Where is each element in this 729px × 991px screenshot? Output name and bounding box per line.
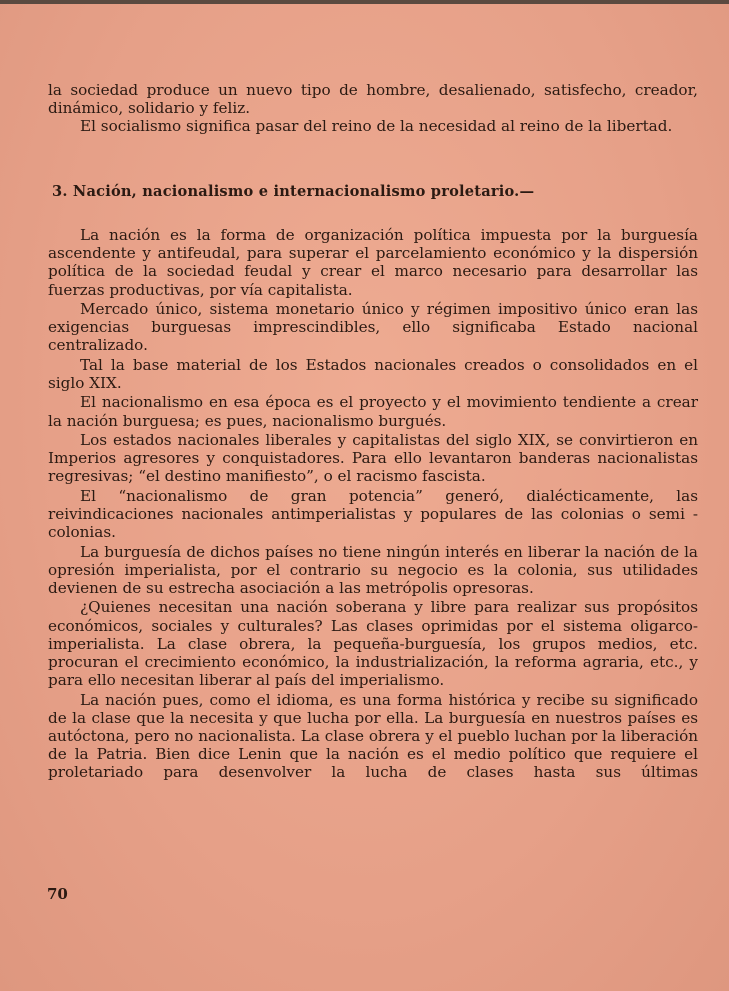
paragraph: Mercado único, sistema monetario único y régimen impositivo único eran las exigencias burguesas imprescindibles, ello significaba Estado nacional centralizado.	[48, 300, 698, 355]
paragraph: Tal la base material de los Estados nacionales creados o consolidados en el siglo XIX.	[48, 355, 698, 392]
intro-paragraph-2: El socialismo significa pasar del reino de la necesidad al reino de la libertad.	[80, 117, 673, 136]
paragraph: La burguesía de dichos países no tiene ningún interés en liberar la nación de la opresión imperialista, por el contrario su negocio es la colonia, sus utilidades devienen de su estrecha asociación a las metrópolis opresoras.	[48, 542, 698, 597]
section-heading: 3. Nación, nacionalismo e internacionalismo proletario.—	[52, 183, 535, 200]
intro-paragraph-1: la sociedad produce un nuevo tipo de hombre, desalienado, satisfecho, creador, dinámico, solidario y feliz.	[48, 81, 698, 118]
intro-text	[48, 81, 698, 136]
page-top-edge	[0, 0, 729, 4]
paragraph: Los estados nacionales liberales y capitalistas del siglo XIX, se convirtieron en Imperios agresores y conquistadores. Para ello levantaron banderas nacionalistas regresivas; “el destino manifiesto”, o el racismo fascista.	[48, 430, 698, 486]
paragraph: La nación es la forma de organización política impuesta por la burguesía ascendente y antifeudal, para superar el parcelamiento económico y la dispersión política de la sociedad feudal y crear el marco necesario para desarrollar las fuerzas productivas, por vía capitalista.	[48, 226, 698, 299]
paragraph: El “nacionalismo de gran potencia” generó, dialécticamente, las reivindicaciones nacionales antimperialistas y populares de las colonias o semi - colonias.	[48, 486, 698, 542]
section-body	[48, 226, 698, 783]
page-number: 70	[47, 885, 68, 903]
paragraph: La nación pues, como el idioma, es una forma histórica y recibe su significado de la clase que la necesita y que lucha por ella. La burguesía en nuestros países es autóctona, pero no nacionalista. La clase obrera y el pueblo luchan por la liberación de la Patria. Bien dice Lenin que la nación es el medio político que requiere el proletariado para desenvolver la lucha de clases hasta sus últimas	[48, 690, 698, 782]
paragraph: ¿Quienes necesitan una nación soberana y libre para realizar sus propósitos económicos, sociales y culturales? Las clases oprimidas por el sistema oligarco-imperialista. La clase obrera, la pequeña-burguesía, los grupos medios, etc. procuran el crecimiento económico, la industrialización, la reforma agraria, etc., y para ello necesitan liberar al país del imperialismo.	[48, 598, 698, 690]
paragraph: El nacionalismo en esa época es el proyecto y el movimiento tendiente a crear la nación burguesa; es pues, nacionalismo burgués.	[48, 393, 698, 430]
